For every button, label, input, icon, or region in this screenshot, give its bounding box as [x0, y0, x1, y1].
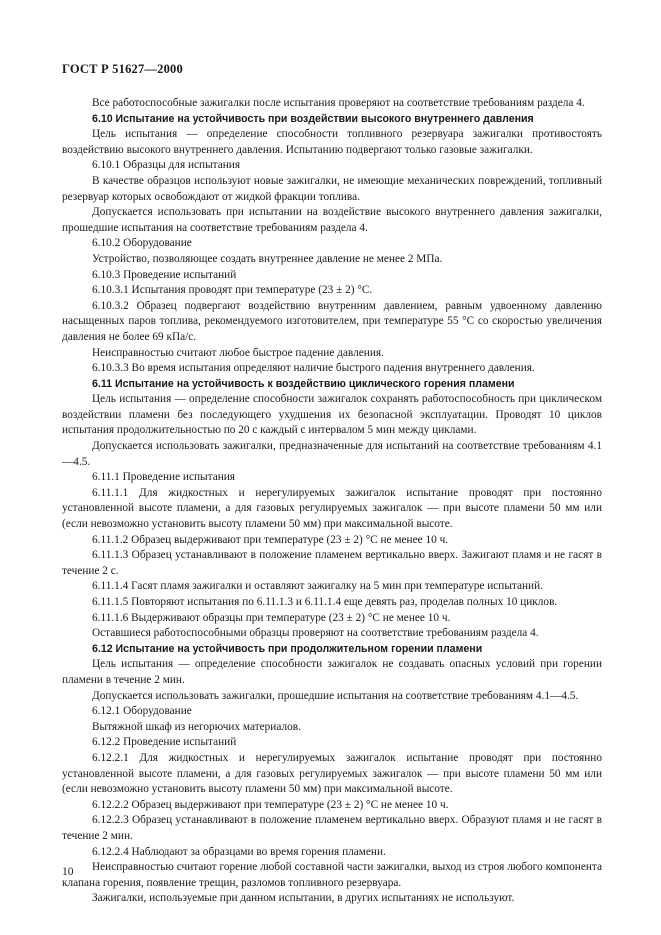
- paragraph: Неисправностью считают горение любой составной части зажигалки, выход из строя любого компонента клапана горения, появление трещин, разломов топливного резервуара.: [62, 861, 602, 889]
- paragraph: Допускается использовать при испытании на воздействие высокого внутреннего давления зажигалки, прошедшие испытания на соответствие требованиям раздела 4.: [62, 206, 602, 234]
- paragraph: 6.11.1.5 Повторяют испытания по 6.11.1.3 и 6.11.1.4 еще девять раз, проделав полных 10 циклов.: [92, 596, 558, 608]
- paragraph: Устройство, позволяющее создать внутреннее давление не менее 2 МПа.: [92, 252, 443, 265]
- paragraph: 6.10.3.1 Испытания проводят при температуре (23 ± 2) °С.: [92, 284, 373, 297]
- subsection-heading: 6.12.1 Оборудование: [92, 705, 192, 718]
- paragraph: 6.12.2.1 Для жидкостных и нерегулируемых зажигалок испытание проводят при постоянно установленной высоте пламени, а для газовых регулируемых зажигалок — при высоте пламени 50 мм или (если невозможно установить высоту пламени 50 мм) при максимальной высоте.: [62, 751, 602, 796]
- paragraph: Неисправностью считают любое быстрое падение давления.: [92, 346, 384, 359]
- paragraph: Оставшиеся работоспособными образцы проверяют на соответствие требованиям раздела 4.: [92, 627, 539, 640]
- section-heading: 6.11 Испытание на устойчивость к воздействию циклического горения пламени: [92, 377, 515, 390]
- paragraph: Цель испытания — определение способности зажигалок сохранять работоспособность при циклическом воздействии пламени без последующего ухудшения их безопасной эксплуатации. Проводят 10 циклов испытания продолжительностью по 20 с каждый с интервалом 5 мин между циклами.: [62, 393, 602, 437]
- paragraph: 6.11.1.1 Для жидкостных и нерегулируемых зажигалок испытание проводят при постоянно установленной высоте пламени, а для газовых регулируемых зажигалок — при высоте пламени 50 мм или (если невозможно установить высоту пламени 50 мм) при максимальной высоте.: [62, 486, 602, 531]
- paragraph: 6.12.2.3 Образец устанавливают в положение пламенем вертикально вверх. Образуют пламя и не гасят в течение 2 мин.: [62, 814, 602, 842]
- paragraph: 6.11.1.6 Выдерживают образцы при температуре (23 ± 2) °С не менее 10 ч.: [92, 611, 451, 624]
- paragraph: Все работоспособные зажигалки после испытания проверяют на соответствие требованиям раздела 4.: [92, 97, 585, 109]
- paragraph: Цель испытания — определение способности зажигалок не создавать опасных условий при горении пламени в течение 2 мин.: [62, 658, 602, 686]
- standard-header: ГОСТ Р 51627—2000: [62, 62, 183, 76]
- paragraph: 6.10.3.3 Во время испытания определяют наличие быстрого падения внутреннего давления.: [92, 362, 535, 375]
- paragraph: 6.12.2.4 Наблюдают за образцами во время горения пламени.: [92, 845, 386, 858]
- paragraph: Допускается использовать зажигалки, предназначенные для испытаний на соответствие требованиям 4.1—4.5.: [62, 440, 602, 468]
- section-heading: 6.10 Испытание на устойчивость при воздействии высокого внутреннего давления: [92, 112, 534, 125]
- paragraph: В качестве образцов используют новые зажигалки, не имеющие механических повреждений, топливный резервуар которых освобождают от жидкой фракции топлива.: [62, 174, 602, 203]
- page-number: 10: [62, 866, 74, 878]
- subsection-heading: 6.11.1 Проведение испытания: [92, 471, 235, 484]
- subsection-heading: 6.12.2 Проведение испытаний: [92, 736, 237, 749]
- paragraph: 6.11.1.4 Гасят пламя зажигалки и оставляют зажигалку на 5 мин при температуре испытаний.: [92, 580, 543, 593]
- paragraph: 6.10.3.2 Образец подвергают воздействию внутренним давлением, равным удвоенному давлению насыщенных паров топлива, рекомендуемого изготовителем, при температуре 55 °С со скоростью увеличения давления не более 69 кПа/с.: [62, 299, 602, 343]
- paragraph: Цель испытания — определение способности топливного резервуара зажигалки противостоять воздействию высокого внутреннего давления. Испытанию подвергают только газовые зажигалки.: [62, 128, 602, 156]
- paragraph: Допускается использовать зажигалки, прошедшие испытания на соответствие требованиям 4.1—4.5.: [92, 689, 579, 702]
- subsection-heading: 6.10.3 Проведение испытаний: [92, 268, 237, 281]
- paragraph: 6.12.2.2 Образец выдерживают при температуре (23 ± 2) °С не менее 10 ч.: [92, 798, 449, 811]
- paragraph: Вытяжной шкаф из негорючих материалов.: [92, 720, 301, 733]
- subsection-heading: 6.10.2 Оборудование: [92, 237, 192, 250]
- subsection-heading: 6.10.1 Образцы для испытания: [92, 159, 241, 172]
- paragraph: Зажигалки, используемые при данном испытании, в других испытаниях не используют.: [92, 892, 515, 905]
- section-heading: 6.12 Испытание на устойчивость при продолжительном горении пламени: [92, 642, 483, 655]
- document-body: [62, 96, 602, 907]
- paragraph: 6.11.1.2 Образец выдерживают при температуре (23 ± 2) °С не менее 10 ч.: [92, 533, 449, 546]
- paragraph: 6.11.1.3 Образец устанавливают в положение пламенем вертикально вверх. Зажигают пламя и не гасят в течение 2 с.: [62, 549, 602, 577]
